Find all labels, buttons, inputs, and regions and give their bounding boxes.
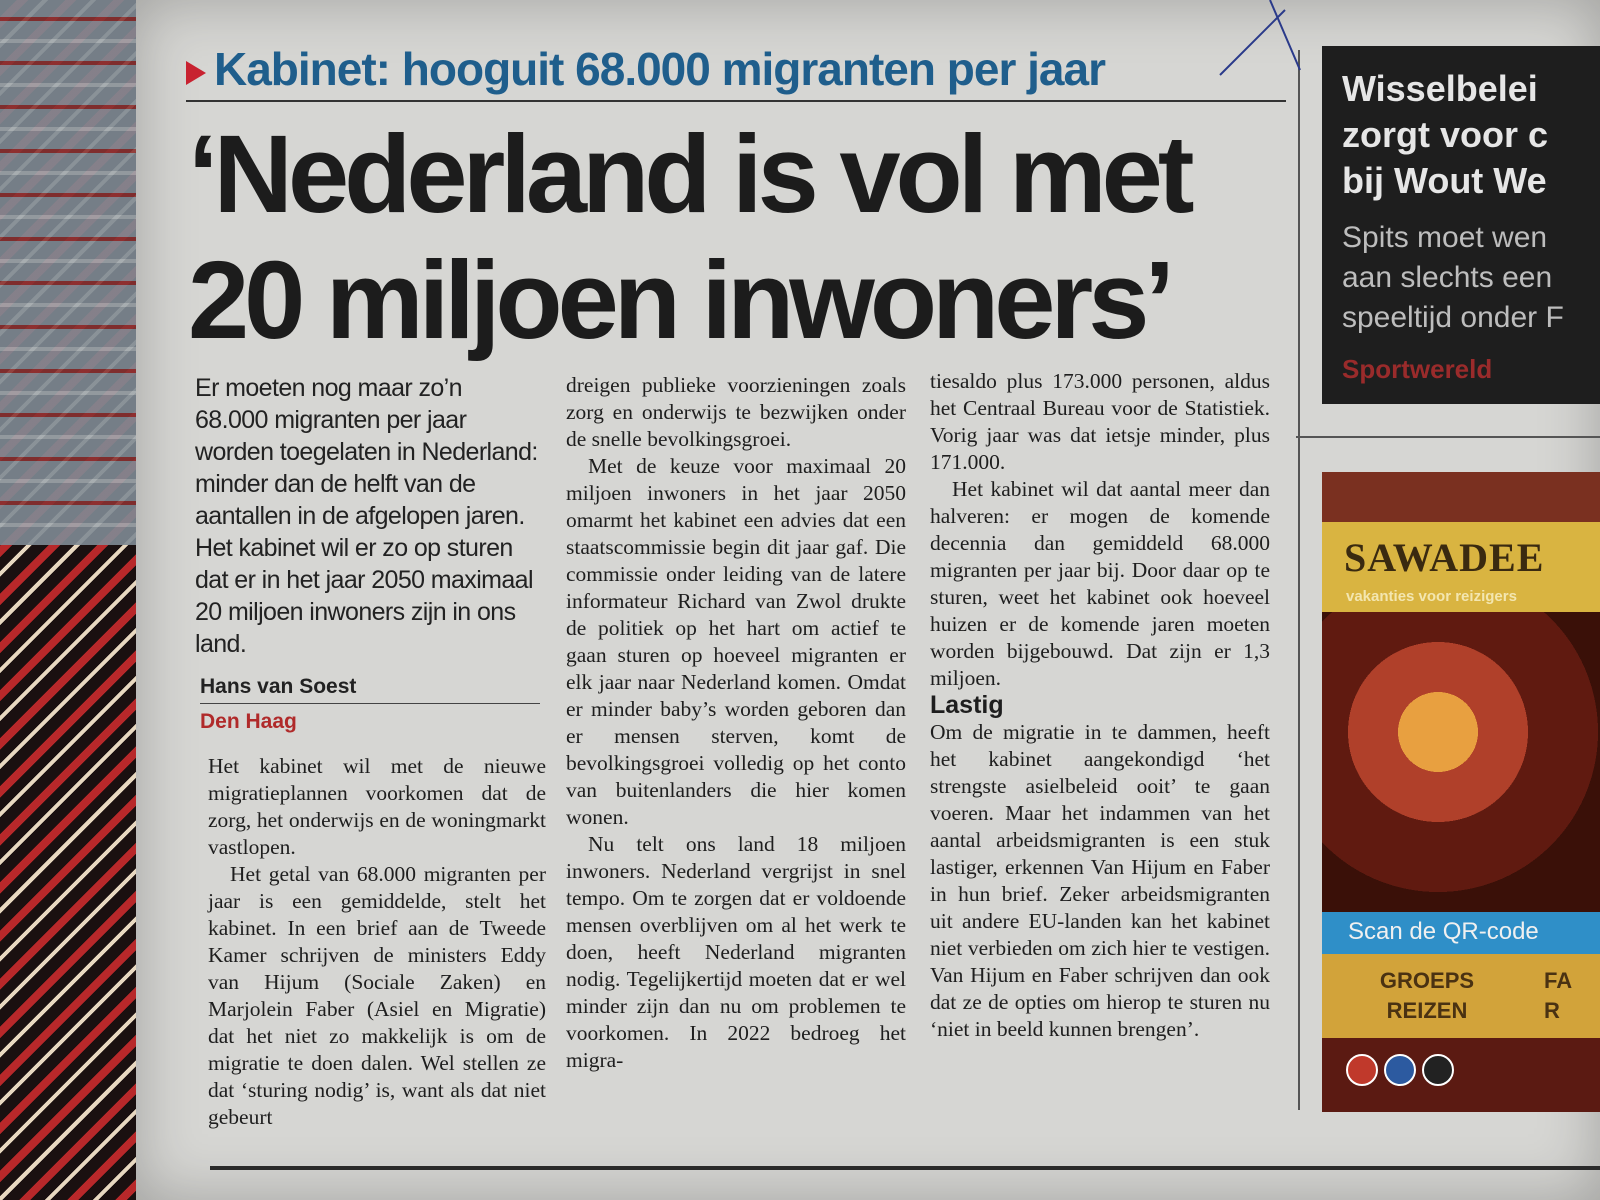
ad-qr-text: Scan de QR-code — [1348, 918, 1539, 945]
ad-brand: SAWADEE — [1344, 535, 1545, 580]
ad-qr-bar — [1322, 912, 1600, 954]
article-intro: Er moeten nog maar zo’n 68.000 migranten per jaar worden toegelaten in Nederland: minder dan de helft van de aantallen in de afgelopen jaren. Het kabinet wil er zo op sturen dat er in het jaar 2050 maximaal 20 miljoen inwoners zijn in ons land. — [195, 374, 538, 658]
advertisement — [1322, 472, 1600, 1112]
article-column-2 — [566, 372, 906, 1074]
paragraph: Met de keuze voor maximaal 20 miljoen inwoners in het jaar 2050 omarmt het kabinet een advies dat een staatscommissie begin dit jaar gaf. Die commissie onder leiding van de latere informateur Richard van Zwol drukte de politiek op het hart om actief te gaan sturen op hoeveel migranten er elk jaar naar Nederland komen. Omdat er minder baby’s worden geboren dan er mensen sterven, komt de bevolkingsgroei volledig op het conto van buitenlanders die hier komen wonen. — [566, 454, 906, 829]
background-cloth — [0, 0, 140, 545]
pen-mark-icon — [1215, 0, 1305, 80]
partner-logo-icon — [1384, 1054, 1416, 1086]
ad-footer — [1322, 1038, 1600, 1112]
subheading: Lastig — [930, 691, 1004, 719]
partner-logo-icon — [1346, 1054, 1378, 1086]
ad-button-2: FA R — [1544, 968, 1573, 1023]
arrow-icon — [186, 61, 206, 85]
teaser-title: Wisselbelei zorgt voor c bij Wout We — [1342, 68, 1549, 201]
headline-line-1: ‘Nederland is vol met — [188, 113, 1190, 236]
ad-tagline: vakanties voor reizigers — [1346, 588, 1517, 605]
article-kicker: Kabinet: hooguit 68.000 migranten per jaar — [186, 42, 1286, 96]
teaser-section: Sportwereld — [1342, 354, 1493, 384]
article-headline — [188, 112, 1298, 364]
article-column-1 — [208, 753, 546, 1131]
divider — [186, 100, 1286, 102]
paragraph: Het kabinet wil dat aantal meer dan halveren: er mogen de komende decennia dan gemiddeld 68.000 migranten per jaar bij. Door daar op te sturen, weet het kabinet ook hoeveel huizen er de komende jaren moeten worden bijgebouwd. Dat zijn er 1,3 miljoen. — [930, 477, 1270, 690]
sidebar-teaser — [1322, 46, 1600, 404]
paragraph: Het getal van 68.000 migranten per jaar is een gemiddelde, stelt het kabinet. In een brief aan de Tweede Kamer schrijven de ministers Eddy van Hijum (Sociale Zaken) en Marjolein Faber (Asiel en Migratie) dat het niet zo makkelijk is om de migratie te doen dalen. Wel stellen ze dat ‘sturing nodig’ is, want als dat niet gebeurt — [208, 862, 546, 1129]
paragraph: Om de migratie in te dammen, heeft het kabinet aangekondigd ‘het strengste asielbeleid ooit’ te gaan voeren. Maar het indammen van het aantal arbeidsmigranten is een stuk lastiger, erkennen Van Hijum en Faber in hun brief. Zeker arbeidsmigranten uit andere EU-landen kan het kabinet niet verbieden om zich hier te vestigen. Van Hijum en Faber schrijven dan ook dat ze de opties om hierop te sturen nu ‘niet in beeld kunnen brengen’. — [930, 720, 1270, 1041]
ad-photo — [1322, 612, 1600, 912]
paragraph: tiesaldo plus 173.000 personen, aldus het Centraal Bureau voor de Statistiek. Vorig jaar was dat ietsje minder, plus 171.000. — [930, 369, 1270, 474]
paragraph: dreigen publieke voorzieningen zoals zorg en onderwijs te bezwijken onder de snelle bevolkingsgroei. — [566, 373, 906, 451]
divider — [210, 1166, 1600, 1170]
article-column-3 — [930, 368, 1270, 1043]
teaser-subtitle: Spits moet wen aan slechts een speeltijd onder F — [1342, 221, 1564, 334]
author-byline: Hans van Soest — [200, 675, 540, 704]
headline-line-2: 20 miljoen inwoners’ — [188, 239, 1170, 362]
ad-button-group-travel: GROEPS REIZEN — [1379, 968, 1475, 1023]
column-divider — [1298, 50, 1300, 1110]
divider — [1296, 436, 1600, 438]
paragraph: Nu telt ons land 18 miljoen inwoners. Nederland vergrijst in snel tempo. Om te zorgen dat er voldoende mensen overblijven om al het werk te doen, heeft Nederland migranten nodig. Tegelijkertijd moeten dat er wel minder zijn dan nu om problemen te voorkomen. In 2022 bedroeg het migra- — [566, 832, 906, 1072]
partner-logo-icon — [1422, 1054, 1454, 1086]
ad-buttons — [1322, 954, 1600, 1038]
dateline-location: Den Haag — [200, 710, 297, 733]
paragraph: Het kabinet wil met de nieuwe migratieplannen voorkomen dat de zorg, het onderwijs en de woningmarkt vastlopen. — [208, 754, 546, 859]
